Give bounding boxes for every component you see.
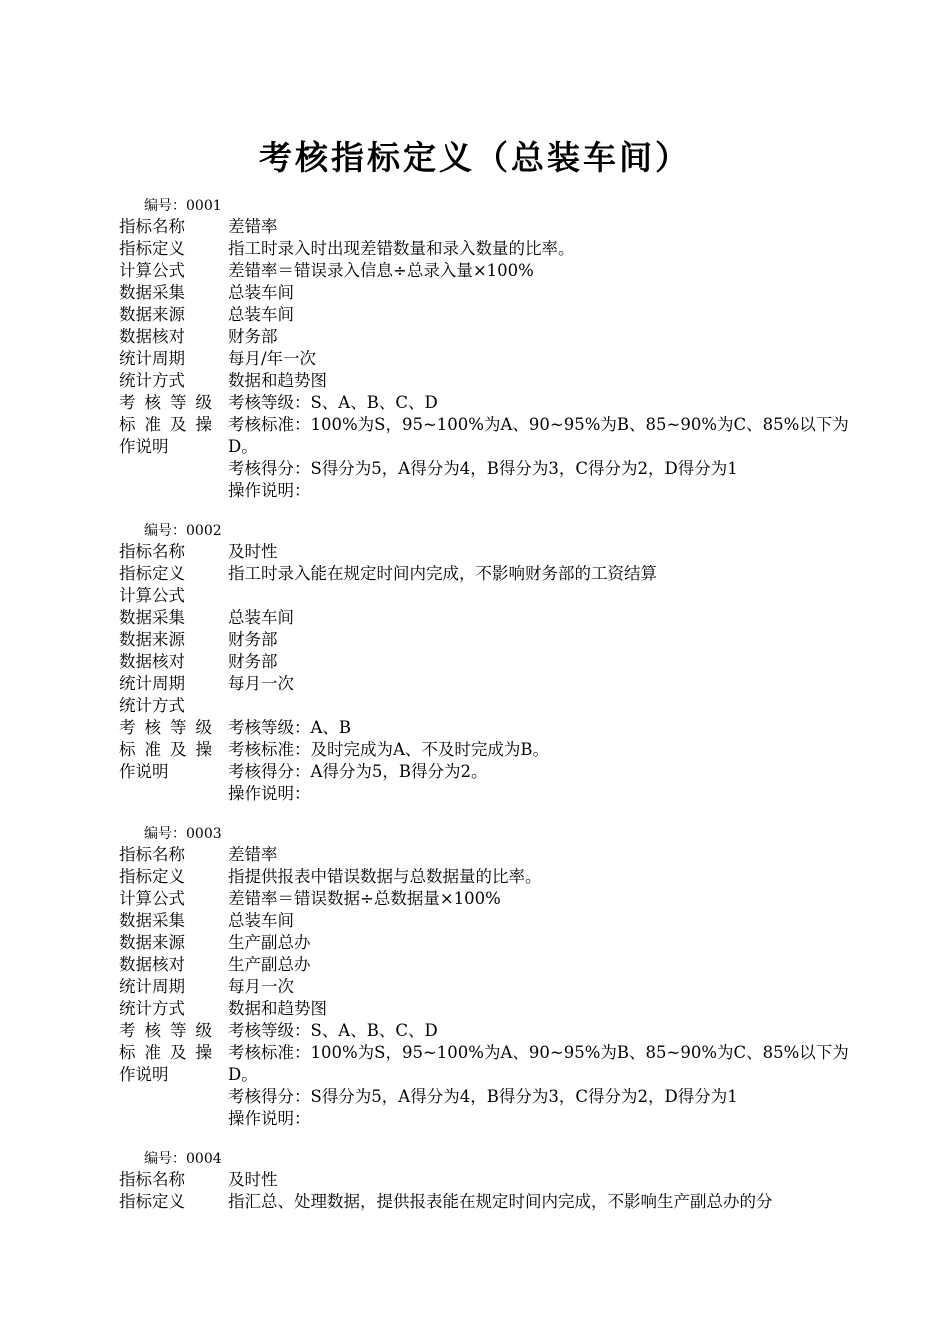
field-label: 指标名称 bbox=[119, 1170, 185, 1189]
field-label: 指标名称 bbox=[119, 542, 185, 561]
grade-details bbox=[228, 717, 864, 805]
field-row bbox=[119, 238, 864, 260]
grade-label-line: 考 核 等 级 bbox=[119, 393, 212, 412]
field-label: 指标定义 bbox=[119, 1192, 185, 1211]
field-label: 统计方式 bbox=[119, 371, 185, 390]
field-value: 财务部 bbox=[228, 652, 278, 671]
field-value: 总装车间 bbox=[228, 608, 294, 627]
record-number: 编号：0002 bbox=[144, 523, 222, 539]
grade-detail-line: 考核标准：100%为S，95~100%为A、90~95%为B、85~90%为C、85%以下为D。 bbox=[228, 415, 849, 456]
record-number: 编号：0001 bbox=[144, 198, 222, 214]
field-row bbox=[119, 932, 864, 954]
field-value: 总装车间 bbox=[228, 305, 294, 324]
field-label: 数据采集 bbox=[119, 608, 185, 627]
grade-detail-line: 操作说明： bbox=[228, 1109, 311, 1128]
field-label: 统计方式 bbox=[119, 696, 185, 715]
grade-detail-line: 操作说明： bbox=[228, 481, 311, 500]
indicator-list bbox=[119, 196, 864, 1232]
field-row bbox=[119, 1191, 864, 1213]
field-label: 统计方式 bbox=[119, 999, 185, 1018]
grade-label-line: 标 准 及 操 bbox=[119, 1043, 212, 1062]
grade-detail-line: 考核标准：及时完成为A、不及时完成为B。 bbox=[228, 740, 550, 759]
grade-detail-line: 考核得分：S得分为5，A得分为4，B得分为3，C得分为2，D得分为1 bbox=[228, 459, 738, 478]
field-row bbox=[119, 370, 864, 392]
field-value bbox=[228, 695, 864, 717]
indicator-record bbox=[119, 196, 864, 502]
field-row bbox=[119, 563, 864, 585]
field-label: 统计周期 bbox=[119, 977, 185, 996]
field-value: 生产副总办 bbox=[228, 933, 311, 952]
field-label: 指标定义 bbox=[119, 564, 185, 583]
field-row bbox=[119, 216, 864, 238]
grade-detail-line: 考核等级：S、A、B、C、D bbox=[228, 393, 438, 412]
field-row bbox=[119, 585, 864, 607]
record-number: 编号：0004 bbox=[144, 1151, 222, 1167]
grade-detail-line: 考核等级：S、A、B、C、D bbox=[228, 1021, 438, 1040]
field-row bbox=[119, 282, 864, 304]
field-value: 及时性 bbox=[228, 1170, 278, 1189]
field-row bbox=[119, 954, 864, 976]
field-value: 生产副总办 bbox=[228, 955, 311, 974]
field-label: 数据采集 bbox=[119, 283, 185, 302]
grade-detail-line: 考核标准：100%为S，95~100%为A、90~95%为B、85~90%为C、85%以下为D。 bbox=[228, 1043, 849, 1084]
field-row bbox=[119, 326, 864, 348]
field-label: 指标定义 bbox=[119, 867, 185, 886]
grade-detail-line: 考核得分：A得分为5，B得分为2。 bbox=[228, 762, 488, 781]
record-number: 编号：0003 bbox=[144, 826, 222, 842]
grade-detail-line: 操作说明： bbox=[228, 784, 311, 803]
field-label: 计算公式 bbox=[119, 586, 185, 605]
field-row bbox=[119, 260, 864, 282]
field-label: 计算公式 bbox=[119, 261, 185, 280]
field-label: 计算公式 bbox=[119, 889, 185, 908]
indicator-record bbox=[119, 1149, 864, 1213]
field-value: 及时性 bbox=[228, 542, 278, 561]
field-label: 指标名称 bbox=[119, 217, 185, 236]
grade-label bbox=[119, 717, 212, 783]
field-label: 统计周期 bbox=[119, 674, 185, 693]
field-value: 总装车间 bbox=[228, 283, 294, 302]
field-value bbox=[228, 585, 864, 607]
field-value: 财务部 bbox=[228, 630, 278, 649]
grade-details bbox=[228, 392, 864, 502]
field-value: 指工时录入能在规定时间内完成，不影响财务部的工资结算 bbox=[228, 564, 657, 583]
field-label: 数据核对 bbox=[119, 955, 185, 974]
field-value: 数据和趋势图 bbox=[228, 371, 327, 390]
field-value: 差错率＝错误录入信息÷总录入量×100% bbox=[228, 261, 534, 280]
field-label: 数据采集 bbox=[119, 911, 185, 930]
indicator-record bbox=[119, 824, 864, 1130]
field-label: 数据来源 bbox=[119, 933, 185, 952]
grade-label-line: 考 核 等 级 bbox=[119, 1021, 212, 1040]
grade-label-line: 考 核 等 级 bbox=[119, 718, 212, 737]
grade-details bbox=[228, 1020, 864, 1130]
field-value: 总装车间 bbox=[228, 911, 294, 930]
field-value: 差错率 bbox=[228, 217, 278, 236]
field-row bbox=[119, 998, 864, 1020]
field-row bbox=[119, 304, 864, 326]
grade-label-line: 标 准 及 操 bbox=[119, 740, 212, 759]
grade-label-line: 标 准 及 操 bbox=[119, 415, 212, 434]
field-value: 每月一次 bbox=[228, 977, 294, 996]
field-value: 每月/年一次 bbox=[228, 349, 317, 368]
grade-label-line: 作说明 bbox=[119, 762, 169, 781]
field-row bbox=[119, 651, 864, 673]
grade-label-line: 作说明 bbox=[119, 1065, 169, 1084]
field-row bbox=[119, 888, 864, 910]
field-row bbox=[119, 541, 864, 563]
field-row bbox=[119, 1169, 864, 1191]
field-label: 数据核对 bbox=[119, 652, 185, 671]
grade-label bbox=[119, 392, 212, 458]
field-row bbox=[119, 695, 864, 717]
field-row bbox=[119, 866, 864, 888]
field-label: 数据来源 bbox=[119, 630, 185, 649]
field-row bbox=[119, 348, 864, 370]
field-label: 数据核对 bbox=[119, 327, 185, 346]
grade-section bbox=[119, 717, 864, 805]
field-row bbox=[119, 673, 864, 695]
grade-section bbox=[119, 392, 864, 502]
field-value: 财务部 bbox=[228, 327, 278, 346]
field-value: 指工时录入时出现差错数量和录入数量的比率。 bbox=[228, 239, 575, 258]
field-value: 指提供报表中错误数据与总数据量的比率。 bbox=[228, 867, 542, 886]
field-value: 指汇总、处理数据，提供报表能在规定时间内完成，不影响生产副总办的分 bbox=[228, 1192, 773, 1211]
field-value: 数据和趋势图 bbox=[228, 999, 327, 1018]
field-label: 数据来源 bbox=[119, 305, 185, 324]
field-label: 统计周期 bbox=[119, 349, 185, 368]
field-value: 差错率 bbox=[228, 845, 278, 864]
field-label: 指标定义 bbox=[119, 239, 185, 258]
indicator-record bbox=[119, 521, 864, 805]
grade-detail-line: 考核得分：S得分为5，A得分为4，B得分为3，C得分为2，D得分为1 bbox=[228, 1087, 738, 1106]
field-label: 指标名称 bbox=[119, 845, 185, 864]
field-row bbox=[119, 607, 864, 629]
grade-label bbox=[119, 1020, 212, 1086]
grade-label-line: 作说明 bbox=[119, 437, 169, 456]
field-row bbox=[119, 910, 864, 932]
field-row bbox=[119, 844, 864, 866]
document-title: 考核指标定义（总装车间） bbox=[259, 138, 691, 177]
field-value: 每月一次 bbox=[228, 674, 294, 693]
field-row bbox=[119, 976, 864, 998]
field-value: 差错率＝错误数据÷总数据量×100% bbox=[228, 889, 501, 908]
grade-section bbox=[119, 1020, 864, 1130]
grade-detail-line: 考核等级：A、B bbox=[228, 718, 352, 737]
field-row bbox=[119, 629, 864, 651]
